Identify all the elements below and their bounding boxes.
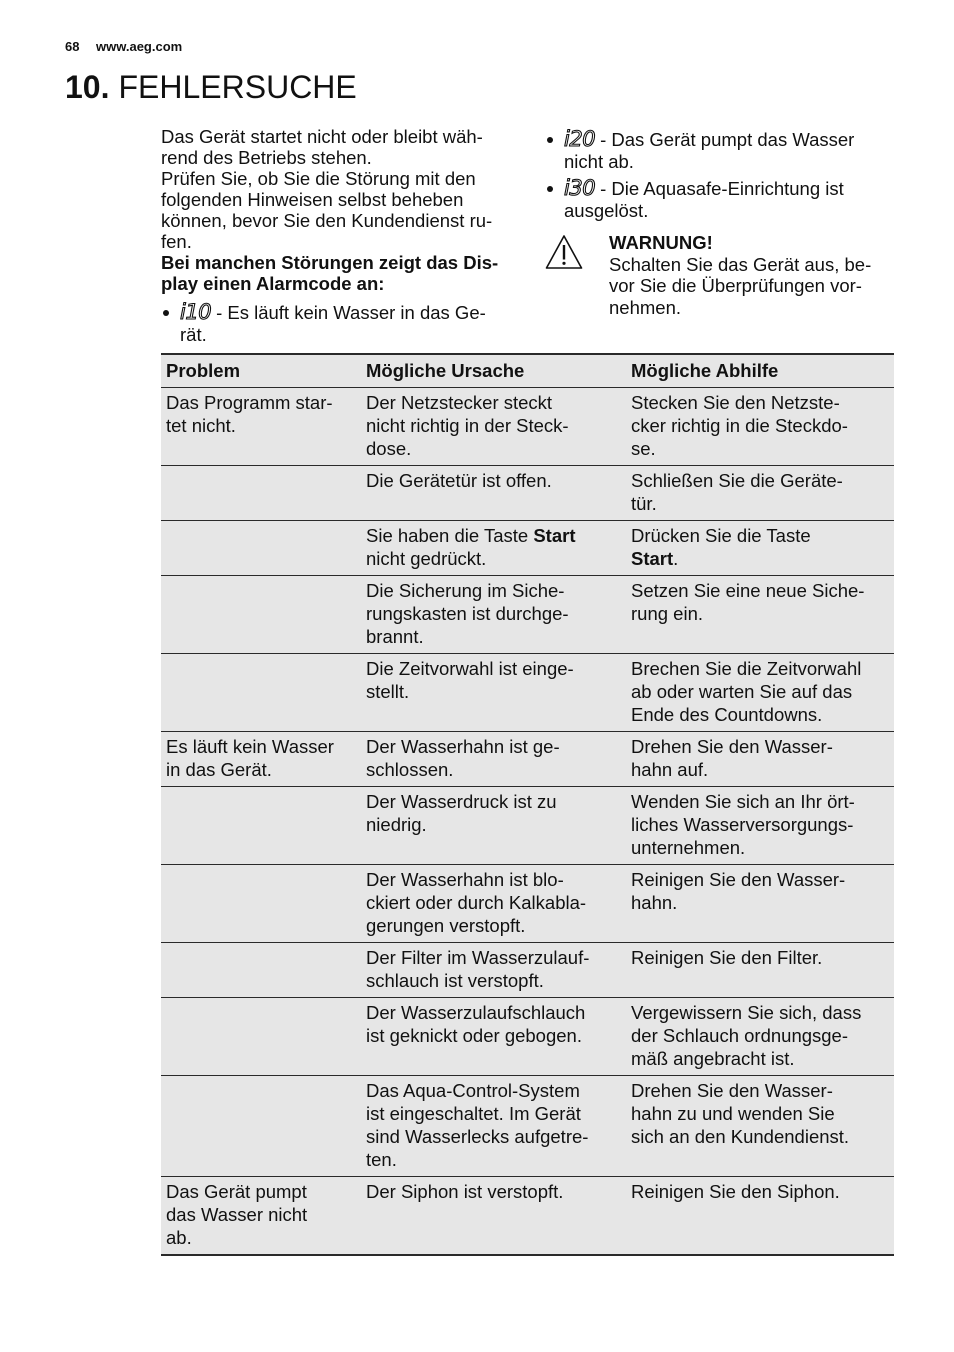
bullet-icon [547, 186, 553, 192]
table-cell-problem [161, 1180, 361, 1249]
cell-text: Es läuft kein Wasser in das Gerät. [166, 736, 334, 780]
alarm-code-list [545, 129, 905, 222]
table-cell-remedy [626, 946, 894, 992]
warning-box [609, 232, 909, 318]
table-cell-problem [161, 735, 361, 781]
table-header-row [161, 353, 894, 387]
table-row [161, 387, 894, 465]
table-cell-cause [361, 735, 626, 781]
table-row [161, 997, 894, 1075]
table-row [161, 864, 894, 942]
cell-text: nicht gedrückt. [366, 548, 487, 569]
cell-text: Das Gerät pumpt das Wasser nicht ab. [166, 1181, 308, 1248]
cell-text: Der Filter im Wasserzulauf- schlauch ist verstopft. [366, 947, 590, 991]
bullet-icon [163, 310, 169, 316]
table-cell-problem [161, 790, 361, 859]
table-row [161, 942, 894, 997]
cell-text: Die Sicherung im Siche- rungskasten ist durchge- brannt. [366, 580, 569, 647]
table-cell-remedy [626, 391, 894, 460]
table-row [161, 465, 894, 520]
table-cell-remedy [626, 735, 894, 781]
alarm-code-display: i10 [180, 300, 212, 324]
table-cell-problem [161, 469, 361, 515]
cell-text: Sie haben die Taste [366, 525, 534, 546]
table-header-cause: Mögliche Ursache [366, 360, 525, 381]
table-cell-problem [161, 579, 361, 648]
warning-heading: WARNUNG! [609, 232, 713, 253]
intro-text [161, 126, 521, 294]
alarm-code-display: i30 [564, 176, 596, 200]
cell-text: Die Gerätetür ist offen. [366, 470, 552, 491]
alarm-code-description: - Es läuft kein Wasser in das Ge- rät. [180, 302, 486, 345]
cell-text: Der Wasserzulaufschlauch ist geknickt oder gebogen. [366, 1002, 586, 1046]
alarm-code-intro: Bei manchen Störungen zeigt das Dis- play einen Alarmcode an: [161, 252, 499, 294]
bullet-icon [547, 137, 553, 143]
cell-text: Reinigen Sie den Filter. [631, 947, 823, 968]
table-body [161, 387, 894, 1256]
cell-text: Der Wasserhahn ist blo- ckiert oder durch Kalkabla- gerungen verstopft. [366, 869, 587, 936]
alarm-code-item [545, 129, 905, 173]
table-row [161, 1075, 894, 1176]
cell-text: . [673, 548, 679, 569]
cell-text: Schließen Sie die Geräte- tür. [631, 470, 843, 514]
warning-triangle-icon [545, 234, 583, 270]
table-header-problem: Problem [166, 360, 241, 381]
table-cell-remedy [626, 469, 894, 515]
table-cell-remedy [626, 790, 894, 859]
table-cell-problem [161, 524, 361, 570]
section-title-text: FEHLERSUCHE [118, 69, 357, 105]
intro-paragraph: Prüfen Sie, ob Sie die Störung mit den folgenden Hinweisen selbst beheben können, bevor Sie den Kundendienst ru- fen. [161, 168, 493, 252]
troubleshooting-table [161, 353, 894, 1256]
table-row [161, 731, 894, 786]
table-cell-problem [161, 1079, 361, 1171]
cell-text: Wenden Sie sich an Ihr ört- liches Wasserversorgungs- unternehmen. [631, 791, 855, 858]
table-header-remedy: Mögliche Abhilfe [631, 360, 779, 381]
table-row [161, 1176, 894, 1254]
table-cell-cause [361, 1001, 626, 1070]
cell-text: Die Zeitvorwahl ist einge- stellt. [366, 658, 574, 702]
cell-text: Der Wasserdruck ist zu niedrig. [366, 791, 557, 835]
table-cell-problem [161, 657, 361, 726]
table-cell-remedy [626, 657, 894, 726]
cell-text: Das Aqua-Control-System ist eingeschaltet. Im Gerät sind Wasserlecks aufgetre- ten. [366, 1080, 589, 1170]
alarm-code-item [161, 302, 521, 346]
website-url: www.aeg.com [96, 39, 183, 54]
table-cell-cause [361, 868, 626, 937]
table-cell-remedy [626, 524, 894, 570]
table-cell-problem [161, 1001, 361, 1070]
table-cell-remedy [626, 868, 894, 937]
table-row [161, 520, 894, 575]
alarm-code-display: i20 [564, 127, 596, 151]
alarm-code-description: - Das Gerät pumpt das Wasser nicht ab. [564, 129, 855, 172]
page-number: 68 [65, 39, 80, 54]
cell-text: Der Wasserhahn ist ge- schlossen. [366, 736, 560, 780]
page-header [65, 38, 265, 56]
cell-text: Reinigen Sie den Siphon. [631, 1181, 840, 1202]
cell-text: Vergewissern Sie sich, dass der Schlauch ordnungsge- mäß angebracht ist. [631, 1002, 862, 1069]
cell-text: Das Programm star- tet nicht. [166, 392, 333, 436]
table-row [161, 575, 894, 653]
table-cell-problem [161, 868, 361, 937]
warning-text: Schalten Sie das Gerät aus, be- vor Sie die Überprüfungen vor- nehmen. [609, 253, 872, 318]
table-cell-remedy [626, 579, 894, 648]
intro-paragraph: Das Gerät startet nicht oder bleibt wäh- rend des Betriebs stehen. [161, 126, 483, 168]
table-cell-cause [361, 579, 626, 648]
table-cell-remedy [626, 1079, 894, 1171]
cell-text: Brechen Sie die Zeitvorwahl ab oder warten Sie auf das Ende des Countdowns. [631, 658, 862, 725]
table-cell-cause [361, 946, 626, 992]
table-cell-cause [361, 1180, 626, 1249]
table-cell-cause [361, 657, 626, 726]
cell-text: Drücken Sie die Taste [631, 525, 811, 546]
table-cell-cause [361, 1079, 626, 1171]
table-cell-remedy [626, 1001, 894, 1070]
table-cell-problem [161, 946, 361, 992]
bold-keyword: Start [533, 525, 576, 546]
cell-text: Stecken Sie den Netzste- cker richtig in die Steckdo- se. [631, 392, 848, 459]
bold-keyword: Start [631, 548, 674, 569]
table-cell-cause [361, 391, 626, 460]
cell-text: Reinigen Sie den Wasser- hahn. [631, 869, 846, 913]
table-cell-problem [161, 391, 361, 460]
cell-text: Der Siphon ist verstopft. [366, 1181, 564, 1202]
table-cell-cause [361, 524, 626, 570]
table-cell-remedy [626, 1180, 894, 1249]
alarm-code-list [161, 302, 521, 346]
table-row [161, 653, 894, 731]
cell-text: Der Netzstecker steckt nicht richtig in der Steck- dose. [366, 392, 569, 459]
table-row [161, 786, 894, 864]
section-title [65, 67, 357, 107]
cell-text: Drehen Sie den Wasser- hahn zu und wenden Sie sich an den Kundendienst. [631, 1080, 850, 1147]
cell-text: Drehen Sie den Wasser- hahn auf. [631, 736, 833, 780]
table-cell-cause [361, 469, 626, 515]
alarm-code-item [545, 178, 905, 222]
alarm-code-description: - Die Aquasafe-Einrichtung ist ausgelöst. [564, 178, 844, 221]
section-number: 10. [65, 69, 110, 105]
table-cell-cause [361, 790, 626, 859]
cell-text: Setzen Sie eine neue Siche- rung ein. [631, 580, 865, 624]
